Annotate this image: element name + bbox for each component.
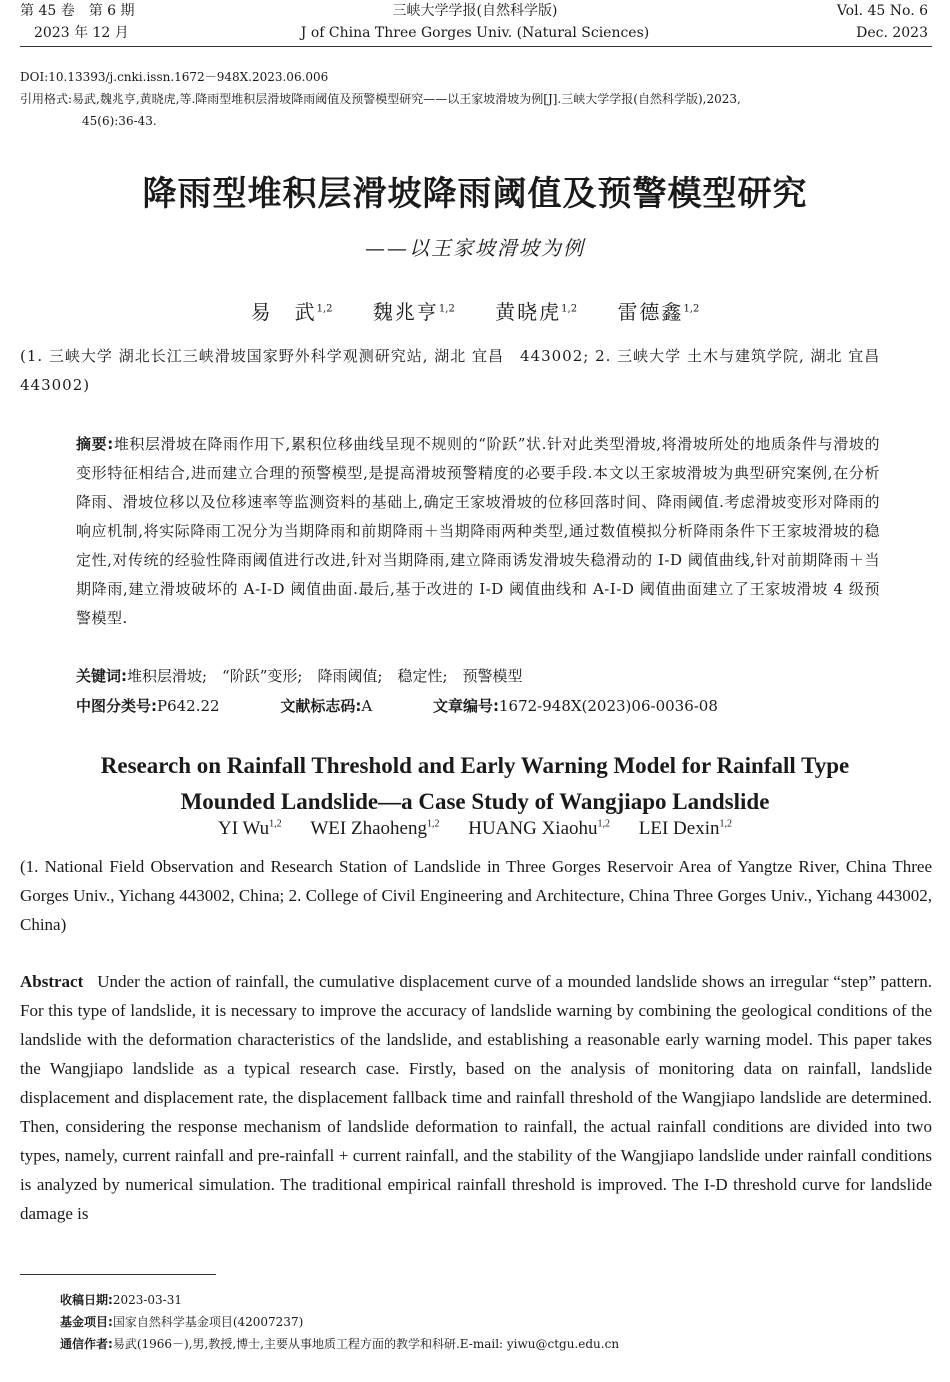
author-cn: 雷德鑫$^{1,2}$: [617, 300, 700, 324]
citation-line-1: 引用格式:易武,魏兆亨,黄晓虎,等.降雨型堆积层滑坡降雨阈值及预警模型研究——以王家坡滑坡为例[J].三峡大学学报(自然科学版),2023,: [20, 92, 741, 106]
clc-number: 中图分类号:P642.22: [76, 697, 220, 715]
running-header-right: [837, 0, 928, 44]
citation-line-2: 45(6):36-43.: [82, 114, 157, 128]
paper-title-cn: 降雨型堆积层滑坡降雨阈值及预警模型研究: [142, 174, 808, 214]
volume-en: Vol. 45 No. 6: [836, 3, 928, 19]
footnote-corresponding-author: 通信作者:易武(1966－),男,教授,博士,主要从事地质工程方面的教学和科研.E-mail: yiwu@ctgu.edu.cn: [60, 1337, 620, 1351]
author-cn: 黄晓虎$^{1,2}$: [495, 300, 578, 324]
footnote-rule: [20, 1274, 216, 1275]
journal-title-cn: 三峡大学学报(自然科学版): [392, 3, 558, 19]
doi: DOI:10.13393/j.cnki.issn.1672－948X.2023.06.006: [20, 70, 329, 84]
abstract-label-en: Abstract: [20, 972, 84, 991]
author-en: LEI Dexin$^{1,2}$: [638, 818, 732, 839]
issue-date-en: Dec. 2023: [856, 25, 928, 41]
affiliation-cn: (1. 三峡大学 湖北长江三峡滑坡国家野外科学观测研究站, 湖北 宜昌 443002; 2. 三峡大学 土木与建筑学院, 湖北 宜昌 443002): [20, 347, 897, 394]
abstract-label-cn: 摘要:: [76, 435, 114, 453]
author-cn: 易 武$^{1,2}$: [250, 300, 333, 324]
keywords-label: 关键词:: [76, 667, 127, 685]
abstract-cn: [76, 430, 880, 633]
footnote-fund: 基金项目:国家自然科学基金项目(42007237): [60, 1315, 304, 1329]
title-en-line-2: Mounded Landslide—a Case Study of Wangjiapo Landslide: [180, 789, 770, 814]
volume-issue: 第 45 卷 第 6 期: [20, 3, 135, 19]
title-en-line-1: Research on Rainfall Threshold and Early Warning Model for Rainfall Type: [100, 753, 850, 778]
author-cn: 魏兆亨$^{1,2}$: [372, 300, 455, 324]
paper-subtitle-cn: ——以王家坡滑坡为例: [365, 236, 585, 260]
abstract-text-en: Under the action of rainfall, the cumulative displacement curve of a mounded landslide shows an irregular “step” pattern. For this type of landslide, it is necessary to improve the accuracy of landslide warning by combining the geological conditions of the landslide with the deformation characteristics of the landslide, and establishing a reasonable early warning model. This paper takes the Wangjiapo landslide as a typical research case. Firstly, based on the analysis of monitoring data on rainfall, landslide displacement and displacement rate, the displacement fallback time and rainfall threshold of the Wangjiapo landslide are determined. Then, considering the response mechanism of landslide deformation to rainfall, the actual rainfall conditions are divided into two types, namely, current rainfall and pre-rainfall + current rainfall, and the stability of the Wangjiapo landslide under rainfall conditions is analyzed by numerical simulation. The traditional empirical rainfall threshold is improved. The I-D threshold curve for landslide damage is: [20, 972, 932, 1223]
affiliation-en: (1. National Field Observation and Research Station of Landslide in Three Gorges Reservoir Area of Yangtze River, China Three Gorges Univ., Yichang 443002, China; 2. College of Civil Engineering and Architecture, China Three Gorges Univ., Yichang 443002, China): [20, 857, 932, 934]
journal-title-en: J of China Three Gorges Univ. (Natural Sciences): [300, 25, 650, 41]
document-code: 文献标志码:A: [280, 697, 373, 715]
article-number: 文章编号:1672-948X(2023)06-0036-08: [432, 697, 718, 715]
author-list-cn: [0, 296, 950, 325]
running-header-center: [0, 0, 950, 44]
abstract-text-cn: 堆积层滑坡在降雨作用下,累积位移曲线呈现不规则的“阶跃”状.针对此类型滑坡,将滑坡所处的地质条件与滑坡的变形特征相结合,进而建立合理的预警模型,是提高滑坡预警精度的必要手段.本文以王家坡滑坡为典型研究案例,在分析降雨、滑坡位移以及位移速率等监测资料的基础上,确定王家坡滑坡的位移回落时间、降雨阈值.考虑滑坡变形对降雨的响应机制,将实际降雨工况分为当期降雨和前期降雨＋当期降雨两种类型,通过数值模拟分析降雨条件下王家坡滑坡的稳定性,对传统的经验性降雨阈值进行改进,针对当期降雨,建立降雨诱发滑坡失稳滑动的 I-D 阈值曲线,针对前期降雨＋当期降雨,建立滑坡破坏的 A-I-D 阈值曲面.最后,基于改进的 I-D 阈值曲线和 A-I-D 阈值曲面建立了王家坡滑坡 4 级预警模型.: [76, 435, 880, 627]
abstract-en: [20, 967, 932, 1228]
issue-date-cn: 2023 年 12 月: [34, 25, 129, 41]
paper-title-en: [0, 748, 950, 820]
header-rule: [20, 46, 932, 47]
keywords-text: 堆积层滑坡; “阶跃”变形; 降雨阈值; 稳定性; 预警模型: [127, 667, 523, 685]
article-meta: [20, 66, 932, 132]
author-en: HUANG Xiaohu$^{1,2}$: [468, 818, 611, 839]
keywords-cn: [76, 662, 880, 690]
footnote-received: 收稿日期:2023-03-31: [60, 1293, 182, 1307]
author-en: YI Wu$^{1,2}$: [217, 818, 282, 839]
classification-line: [76, 692, 880, 720]
author-list-en: [0, 818, 950, 840]
author-en: WEI Zhaoheng$^{1,2}$: [310, 818, 440, 839]
